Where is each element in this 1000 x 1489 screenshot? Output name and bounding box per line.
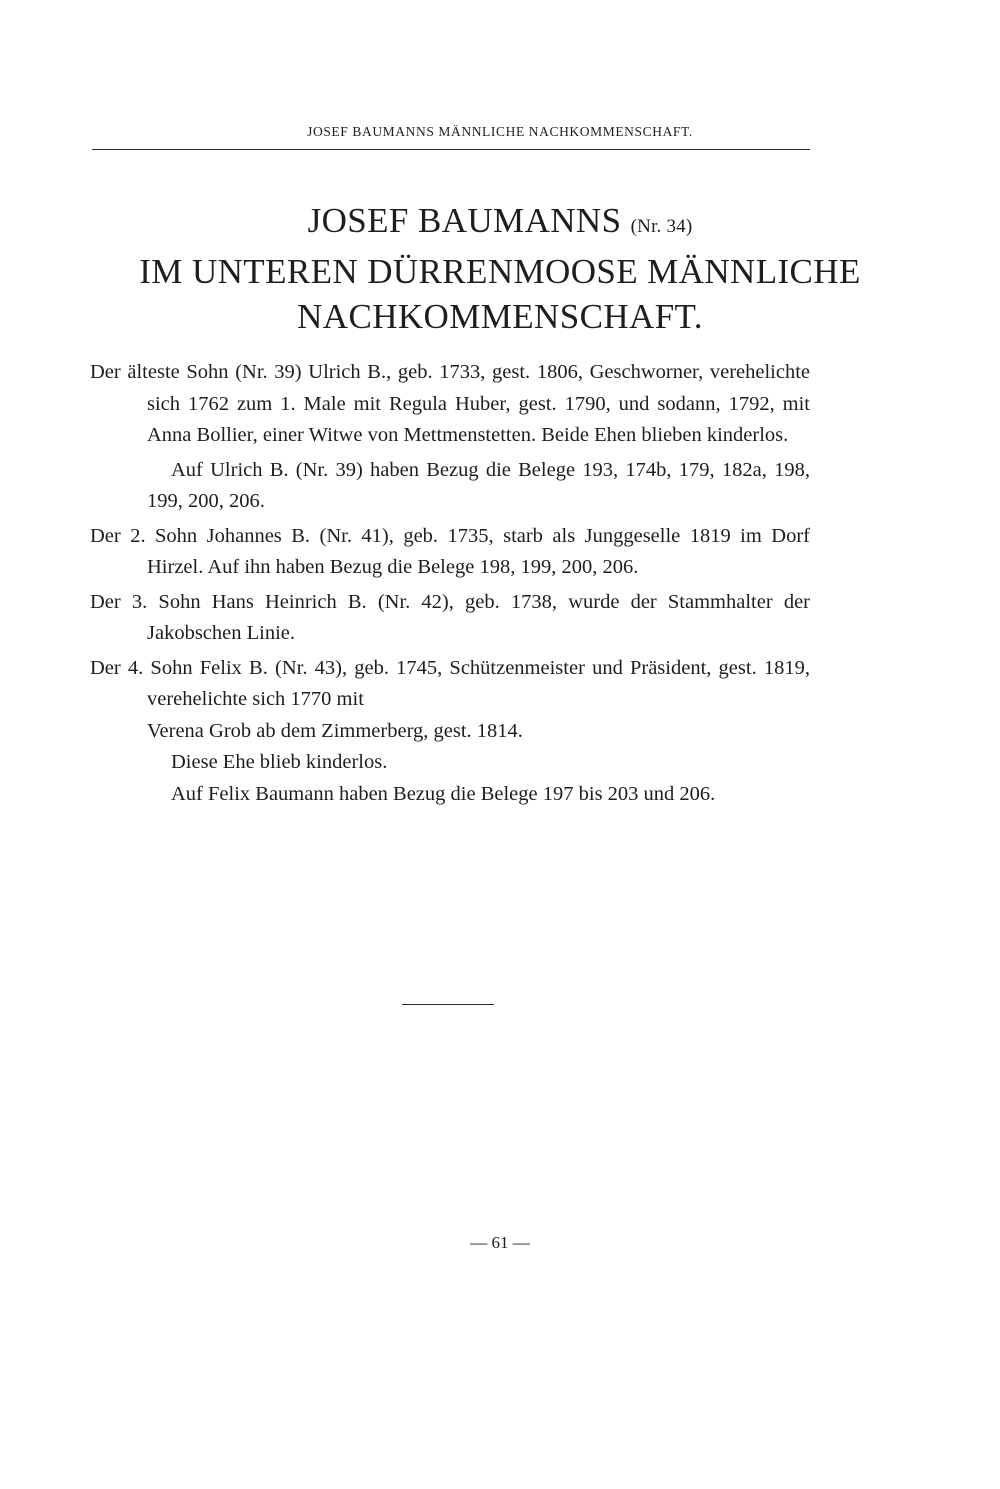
paragraph-ulrich: Der älteste Sohn (Nr. 39) Ulrich B., geb. 1733, gest. 1806, Geschworner, verehelichte sich 1762 zum 1. Male mit Regula Huber, gest. 1790, und sodann, 1792, mit Anna Bollier, einer Witwe von Mettmenstetten. Beide Ehen blieben kinderlos. [90,361,810,446]
page-number: — 61 — [470,1233,530,1252]
section-end-rule [402,1004,494,1005]
running-head: JOSEF BAUMANNS MÄNNLICHE NACHKOMMENSCHAFT. [307,124,693,139]
chapter-title [60,198,940,339]
felix-note-childless: Diese Ehe blieb kinderlos. [171,751,388,773]
title-line-2: IM UNTEREN DÜRRENMOOSE MÄNNLICHE [139,252,861,291]
paragraph-johannes: Der 2. Sohn Johannes B. (Nr. 41), geb. 1735, starb als Junggeselle 1819 im Dorf Hirzel. Auf ihn haben Bezug die Belege 198, 199, 200, 206. [90,524,810,578]
paragraph-ulrich-references: Auf Ulrich B. (Nr. 39) haben Bezug die Belege 193, 174b, 179, 182a, 198, 199, 200, 206. [147,458,810,512]
title-main: JOSEF BAUMANNS [307,201,622,240]
body-text [90,357,810,813]
title-number: (Nr. 34) [630,216,693,237]
title-line-3: NACHKOMMENSCHAFT. [297,297,703,336]
paragraph-felix [90,653,810,811]
paragraph-hans-heinrich: Der 3. Sohn Hans Heinrich B. (Nr. 42), geb. 1738, wurde der Stammhalter der Jakobschen Linie. [90,590,810,644]
header-rule [92,149,810,150]
felix-spouse: Verena Grob ab dem Zimmerberg, gest. 1814. [147,719,523,742]
title-line-1 [60,198,940,249]
felix-lead: Der 4. Sohn Felix B. (Nr. 43), geb. 1745, Schützenmeister und Präsident, gest. 1819, verehelichte sich 1770 mit [90,656,810,710]
felix-note-references: Auf Felix Baumann haben Bezug die Belege 197 bis 203 und 206. [171,782,716,805]
